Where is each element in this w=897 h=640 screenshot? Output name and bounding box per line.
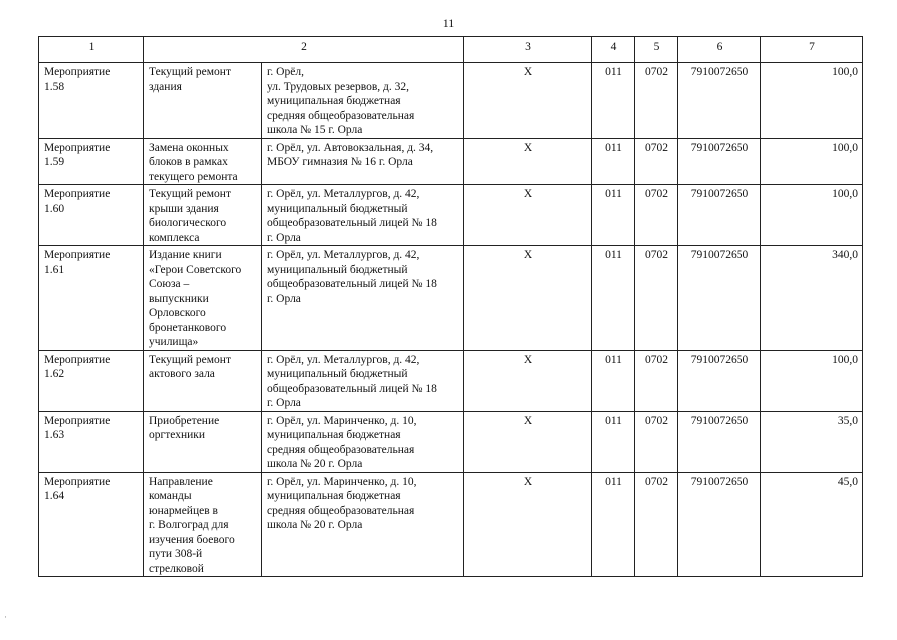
col6-cell: 7910072650: [678, 246, 761, 351]
column-header-1: 1: [39, 37, 144, 63]
event-cell: Мероприятие 1.62: [39, 350, 144, 411]
col6-cell: 7910072650: [678, 472, 761, 577]
table-row: [39, 185, 863, 246]
col5-cell: 0702: [635, 411, 678, 472]
col3-cell: Х: [464, 411, 592, 472]
col4-cell: 011: [592, 350, 635, 411]
col5-cell: 0702: [635, 246, 678, 351]
table-row: [39, 138, 863, 185]
table-row: [39, 411, 863, 472]
column-header-7: 7: [761, 37, 863, 63]
col4-cell: 011: [592, 138, 635, 185]
address-cell: г. Орёл, ул. Металлургов, д. 42, муниципальный бюджетный общеобразовательный лицей № 18 г. Орла: [262, 350, 464, 411]
event-cell: Мероприятие 1.58: [39, 63, 144, 139]
measure-name-cell: Приобретение оргтехники: [144, 411, 262, 472]
col6-cell: 7910072650: [678, 411, 761, 472]
event-cell: Мероприятие 1.60: [39, 185, 144, 246]
col5-cell: 0702: [635, 138, 678, 185]
col6-cell: 7910072650: [678, 185, 761, 246]
measure-name-cell: Издание книги «Герои Советского Союза – выпускники Орловского бронетанкового училища»: [144, 246, 262, 351]
col5-cell: 0702: [635, 63, 678, 139]
table-row: [39, 246, 863, 351]
amount-cell: 35,0: [761, 411, 863, 472]
column-header-6: 6: [678, 37, 761, 63]
col4-cell: 011: [592, 411, 635, 472]
column-header-5: 5: [635, 37, 678, 63]
measure-name-cell: Замена оконных блоков в рамках текущего ремонта: [144, 138, 262, 185]
col3-cell: Х: [464, 138, 592, 185]
table-row: [39, 350, 863, 411]
address-cell: г. Орёл, ул. Металлургов, д. 42, муниципальный бюджетный общеобразовательный лицей № 18 г. Орла: [262, 185, 464, 246]
table-row: [39, 472, 863, 577]
amount-cell: 340,0: [761, 246, 863, 351]
col3-cell: Х: [464, 185, 592, 246]
header-row: [39, 37, 863, 63]
col6-cell: 7910072650: [678, 138, 761, 185]
budget-table: [38, 36, 863, 577]
amount-cell: 100,0: [761, 138, 863, 185]
measure-name-cell: Текущий ремонт актового зала: [144, 350, 262, 411]
amount-cell: 100,0: [761, 185, 863, 246]
page-number: 11: [442, 16, 455, 30]
col3-cell: Х: [464, 246, 592, 351]
address-cell: г. Орёл, ул. Автовокзальная, д. 34, МБОУ гимназия № 16 г. Орла: [262, 138, 464, 185]
event-cell: Мероприятие 1.63: [39, 411, 144, 472]
col3-cell: Х: [464, 63, 592, 139]
col4-cell: 011: [592, 63, 635, 139]
col4-cell: 011: [592, 246, 635, 351]
col4-cell: 011: [592, 185, 635, 246]
column-header-3: 3: [464, 37, 592, 63]
address-cell: г. Орёл, ул. Трудовых резервов, д. 32, муниципальная бюджетная средняя общеобразовательная школа № 15 г. Орла: [262, 63, 464, 139]
event-cell: Мероприятие 1.64: [39, 472, 144, 577]
column-header-4: 4: [592, 37, 635, 63]
amount-cell: 45,0: [761, 472, 863, 577]
address-cell: г. Орёл, ул. Маринченко, д. 10, муниципальная бюджетная средняя общеобразовательная школа № 20 г. Орла: [262, 411, 464, 472]
col3-cell: Х: [464, 472, 592, 577]
table-row: [39, 63, 863, 139]
address-cell: г. Орёл, ул. Металлургов, д. 42, муниципальный бюджетный общеобразовательный лицей № 18 г. Орла: [262, 246, 464, 351]
measure-name-cell: Текущий ремонт здания: [144, 63, 262, 139]
scan-speck: ·: [4, 612, 7, 622]
event-cell: Мероприятие 1.59: [39, 138, 144, 185]
event-cell: Мероприятие 1.61: [39, 246, 144, 351]
col3-cell: Х: [464, 350, 592, 411]
measure-name-cell: Текущий ремонт крыши здания биологического комплекса: [144, 185, 262, 246]
measure-name-cell: Направление команды юнармейцев в г. Волгоград для изучения боевого пути 308-й стрелковой: [144, 472, 262, 577]
col5-cell: 0702: [635, 185, 678, 246]
column-header-2: 2: [144, 37, 464, 63]
address-cell: г. Орёл, ул. Маринченко, д. 10, муниципальная бюджетная средняя общеобразовательная школа № 20 г. Орла: [262, 472, 464, 577]
col5-cell: 0702: [635, 472, 678, 577]
col5-cell: 0702: [635, 350, 678, 411]
col6-cell: 7910072650: [678, 63, 761, 139]
amount-cell: 100,0: [761, 350, 863, 411]
col4-cell: 011: [592, 472, 635, 577]
amount-cell: 100,0: [761, 63, 863, 139]
col6-cell: 7910072650: [678, 350, 761, 411]
